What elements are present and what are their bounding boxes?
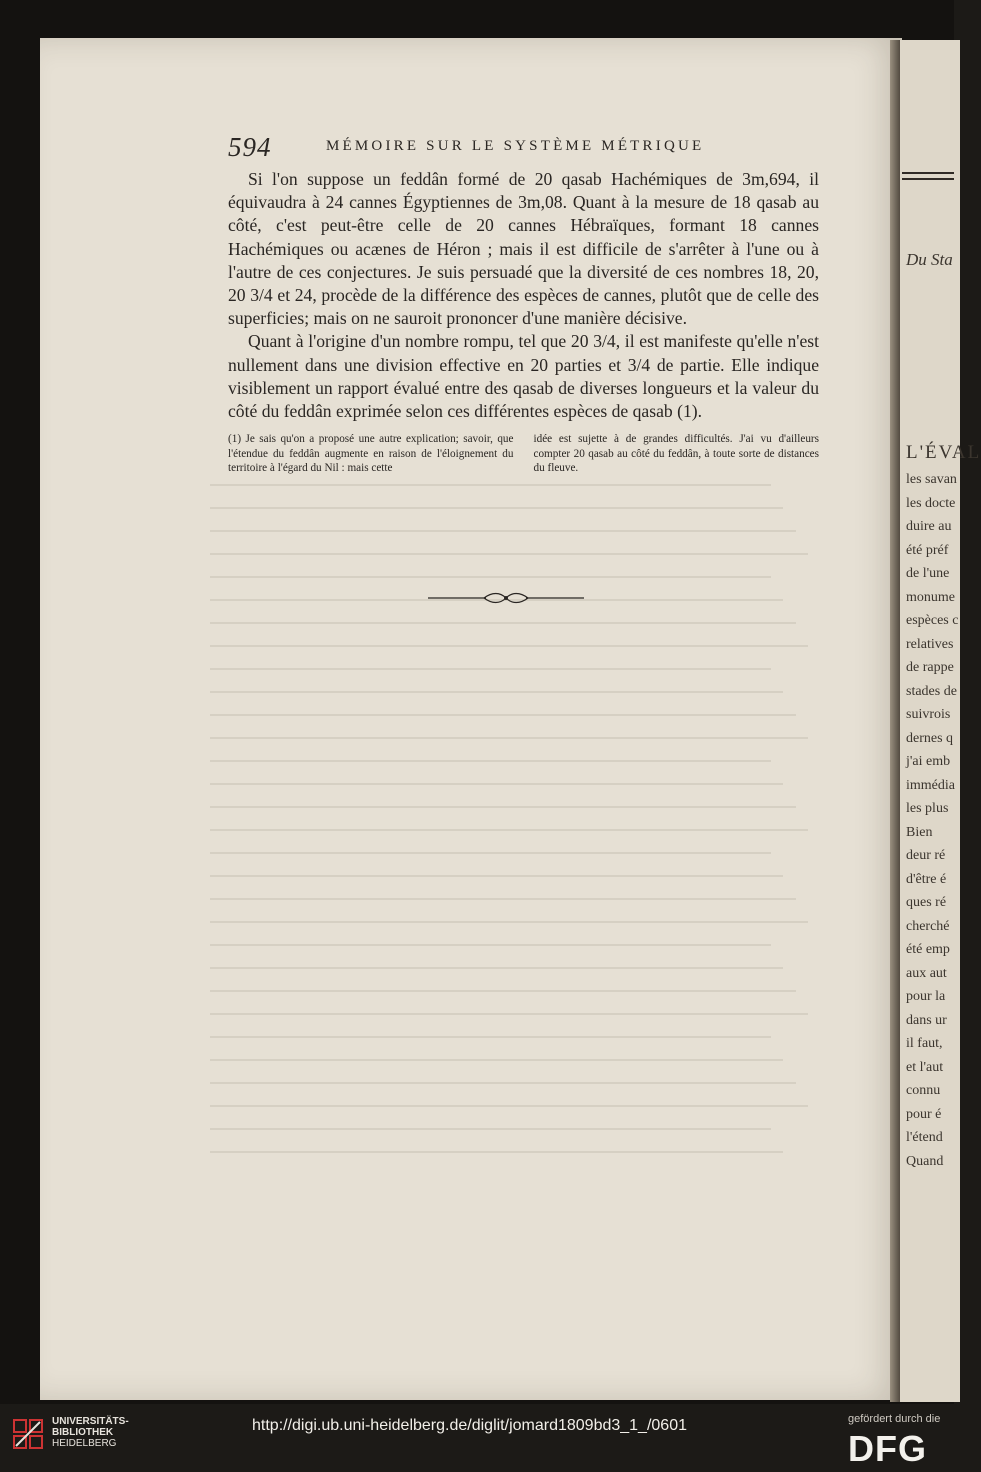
show-through-line <box>210 963 820 973</box>
facing-page-line: été emp <box>906 942 950 957</box>
facing-page-line: dans ur <box>906 1012 947 1028</box>
footnote-left: (1) Je sais qu'on a proposé une autre explication; savoir, que l'étendue du feddân augmente en raison de l'éloignement du territoire à l'égard du Nil : mais cette <box>228 433 514 474</box>
source-url-link[interactable]: http://digi.ub.uni-heidelberg.de/diglit/jomard1809bd3_1_/0601 <box>252 1417 687 1434</box>
show-through-line <box>210 480 820 490</box>
show-through-line <box>210 1078 820 1088</box>
facing-page-line: de l'une <box>906 566 950 581</box>
facing-page-line: immédia <box>906 777 955 793</box>
facing-page-line: j'ai emb <box>906 754 951 769</box>
facing-page-line: de rappe <box>906 660 954 675</box>
library-name-line-2: BIBLIOTHEK <box>52 1427 114 1438</box>
facing-page-line: il faut, <box>906 1036 943 1051</box>
footnote-right: idée est sujette à de grandes difficultés. J'ai vu d'ailleurs compter 20 qasab au côté du feddân, à toute sorte de distances du fleuve. <box>533 433 819 474</box>
library-name-line-3: HEIDELBERG <box>52 1438 117 1449</box>
facing-page-line: et l'aut <box>906 1059 944 1075</box>
show-through-line <box>210 664 820 674</box>
show-through-line <box>210 733 820 743</box>
facing-page-line: monume <box>906 589 955 605</box>
footer-bar <box>0 1404 954 1472</box>
facing-page <box>900 40 981 1402</box>
show-through-line <box>210 756 820 766</box>
facing-page-section-title: L'ÉVAL <box>906 442 981 463</box>
show-through-line <box>210 986 820 996</box>
footnotes <box>228 432 819 476</box>
facing-page-line: connu <box>906 1083 941 1098</box>
facing-page-line: l'étend <box>906 1130 943 1145</box>
facing-page-line: pour é <box>906 1106 942 1122</box>
page-number: 594 <box>228 132 272 162</box>
facing-page-line: pour la <box>906 989 946 1004</box>
facing-page-line: stades de <box>906 683 957 699</box>
dfg-logo: DFG <box>848 1428 927 1469</box>
show-through-line <box>210 595 820 605</box>
show-through-line <box>210 618 820 628</box>
facing-page-line: cherché <box>906 918 950 934</box>
facing-page-line: les plus <box>906 801 949 816</box>
show-through-line <box>210 1101 820 1111</box>
facing-page-line: aux aut <box>906 965 947 981</box>
show-through-line <box>210 1032 820 1042</box>
show-through-line <box>210 848 820 858</box>
show-through-line <box>210 825 820 835</box>
facing-page-line: les savan <box>906 472 957 487</box>
facing-page-line: dernes q <box>906 730 954 746</box>
show-through-line <box>210 1124 820 1134</box>
show-through-line <box>210 779 820 789</box>
show-through-line <box>210 687 820 697</box>
body-text <box>228 168 819 423</box>
facing-page-rule <box>902 172 954 174</box>
funded-by-label: gefördert durch die <box>848 1413 941 1425</box>
show-through-line <box>210 1147 820 1157</box>
facing-page-line: Quand <box>906 1153 944 1169</box>
show-through-line <box>210 871 820 881</box>
facing-page-heading: Du Sta <box>906 250 953 269</box>
paragraph-1: Si l'on suppose un feddân formé de 20 qasab Hachémiques de 3m,694, il équivaudra à 24 cannes Égyptiennes de 3m,08. Quant à la mesure de 18 qasab au côté, c'est peut-être celle de 20 cannes Hébraïques, formant 18 cannes Hachémiques ou acænes de Héron ; mais il est difficile de s'arrêter à l'une ou à l'autre de ces conjectures. Je suis persuadé que la diversité de ces nombres 18, 20, 20 3/4 et 24, procède de la différence des espèces de cannes, plutôt que de celle des superficies; mais on ne sauroit prononcer d'une manière décisive. <box>228 169 819 329</box>
facing-page-line: d'être é <box>906 871 947 887</box>
show-through-line <box>210 526 820 536</box>
show-through-line <box>210 802 820 812</box>
paragraph-2: Quant à l'origine d'un nombre rompu, tel que 20 3/4, il est manifeste qu'elle n'est nullement dans une division effective en 20 parties et 3/4 de partie. Elle indique visiblement un rapport évalué entre des qasab de diverses longueurs et la valeur du côté du feddân exprimée selon ces différentes espèces de qasab (1). <box>228 331 819 422</box>
facing-page-line: été préf <box>906 542 949 558</box>
facing-page-line: espèces c <box>906 613 959 628</box>
show-through-line <box>210 917 820 927</box>
show-through-line <box>210 572 820 582</box>
show-through-line <box>210 1009 820 1019</box>
show-through-line <box>210 894 820 904</box>
facing-page-line: les docte <box>906 495 956 511</box>
page-header <box>228 132 820 162</box>
facing-page-line: deur ré <box>906 848 946 863</box>
show-through-line <box>210 710 820 720</box>
facing-page-line: duire au <box>906 519 952 534</box>
show-through-line <box>210 503 820 513</box>
facing-page-line: suivrois <box>906 707 951 722</box>
facing-page-line: ques ré <box>906 895 947 910</box>
facing-page-rule <box>902 178 954 180</box>
show-through-line <box>210 549 820 559</box>
running-title: MÉMOIRE SUR LE SYSTÈME MÉTRIQUE <box>326 138 705 154</box>
facing-page-line: Bien <box>906 824 933 840</box>
university-library-logo-icon <box>10 1416 46 1452</box>
library-name <box>52 1416 129 1449</box>
show-through-line <box>210 1055 820 1065</box>
library-name-line-1: UNIVERSITÄTS- <box>52 1416 129 1427</box>
show-through-line <box>210 940 820 950</box>
facing-page-line: relatives <box>906 636 954 652</box>
show-through-line <box>210 641 820 651</box>
